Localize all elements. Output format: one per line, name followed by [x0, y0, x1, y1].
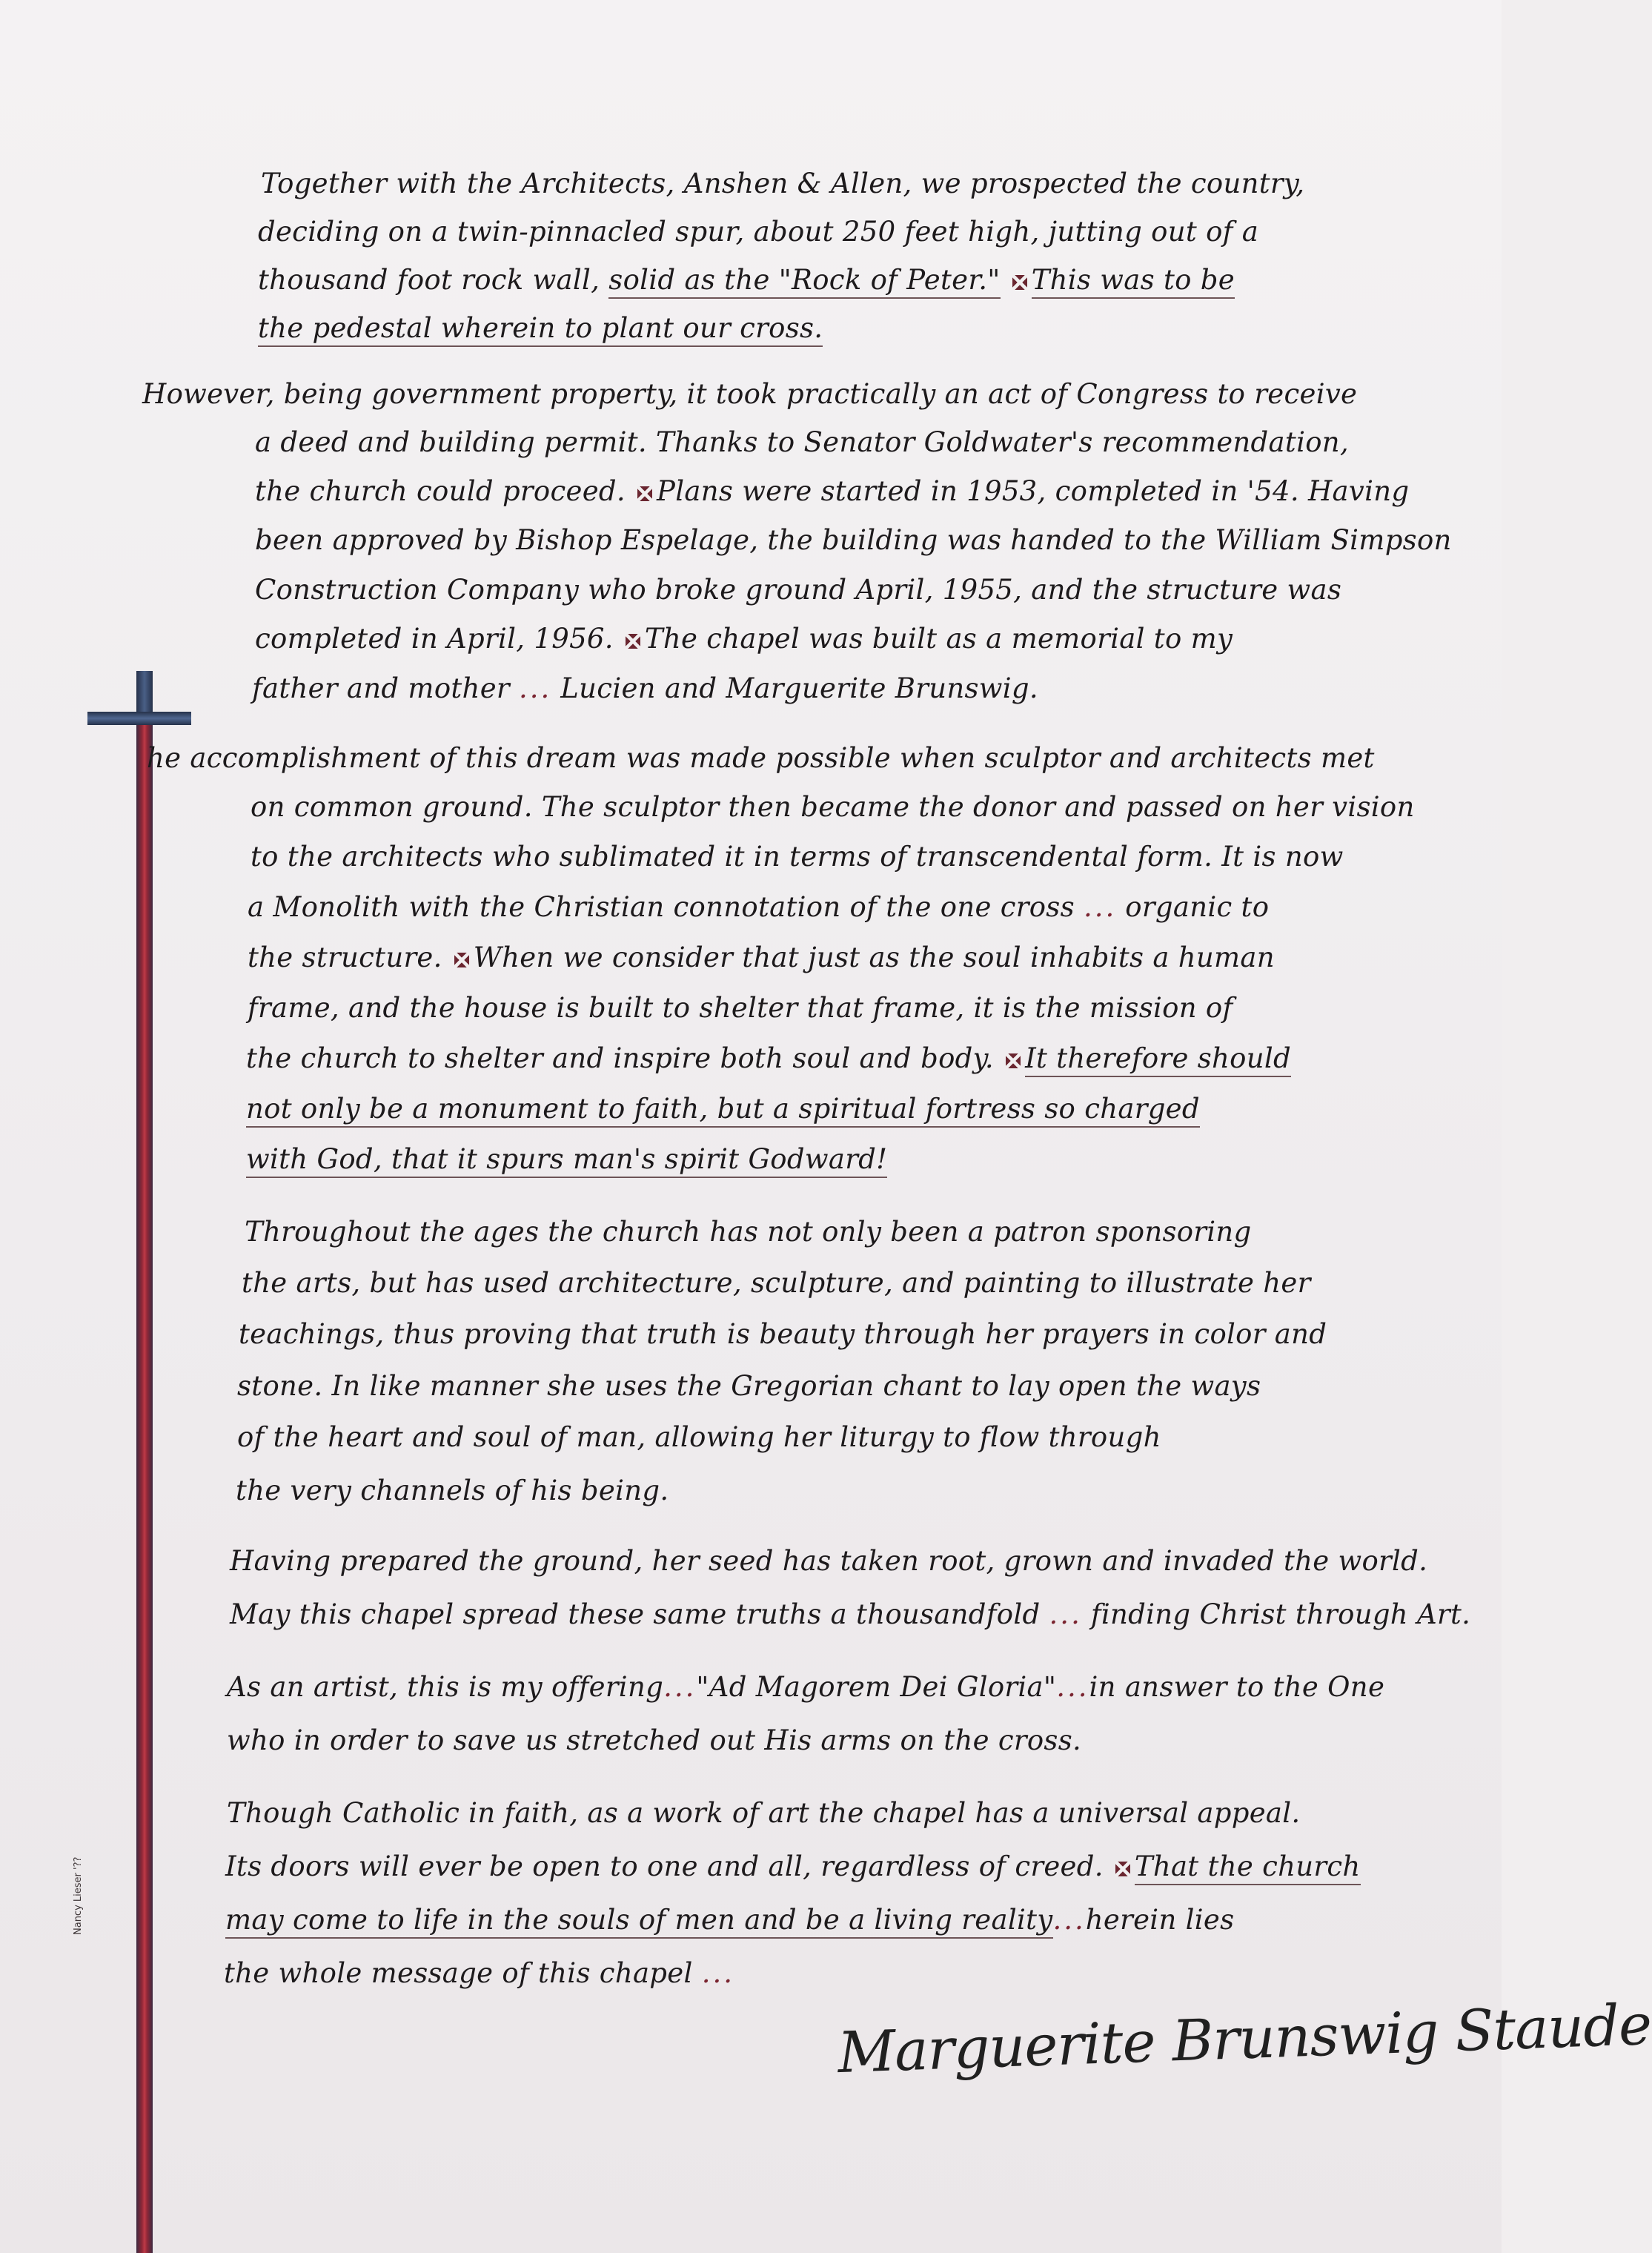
- p3-line-9: [246, 1140, 887, 1179]
- p1-line-3-b: solid as the "Rock of Peter.": [608, 264, 1000, 299]
- p3-line-7: [246, 1039, 1291, 1078]
- cross-beam-icon: [87, 712, 191, 725]
- p2-line-7-ellipsis: ...: [518, 672, 552, 704]
- p3-line-6: frame, and the house is built to shelter that frame, it is the mission of: [248, 992, 1233, 1024]
- p7-line-1: Though Catholic in faith, as a work of art the chapel has a universal appeal.: [227, 1797, 1301, 1829]
- artist-credit: Nancy Lieser '??: [73, 1856, 84, 1935]
- p2-line-6: [255, 620, 1233, 658]
- p6-line-1-ellipsis-1: ...: [663, 1671, 697, 1703]
- p2-line-3-a: the church could proceed.: [255, 475, 626, 507]
- p1-line-3-a: thousand foot rock wall,: [258, 264, 600, 296]
- p3-line-5-b: When we consider that just as the soul inhabits a human: [473, 942, 1275, 973]
- ornament-icon: [626, 634, 640, 649]
- p3-line-8-text: not only be a monument to faith, but a spiritual fortress so charged: [246, 1093, 1200, 1128]
- p1-line-3-c: This was to be: [1032, 264, 1235, 299]
- p1-line-4: [258, 309, 823, 348]
- p4-line-4: stone. In like manner she uses the Gregorian chant to lay open the ways: [237, 1370, 1261, 1402]
- p7-line-2: [225, 1847, 1361, 1886]
- p7-line-2-a: Its doors will ever be open to one and all, regardless of creed.: [225, 1850, 1104, 1882]
- p4-line-1: Throughout the ages the church has not only been a patron sponsoring: [245, 1216, 1252, 1248]
- ornament-icon: [454, 953, 469, 967]
- ornament-icon: [637, 486, 652, 501]
- p2-line-2: a deed and building permit. Thanks to Senator Goldwater's recommendation,: [255, 426, 1349, 458]
- p2-line-7-a: father and mother: [252, 672, 510, 704]
- p3-line-1: he accomplishment of this dream was made possible when sculptor and architects met: [147, 742, 1375, 774]
- p3-line-9-text: with God, that it spurs man's spirit Godward!: [246, 1143, 887, 1178]
- p5-line-2-ellipsis: ...: [1049, 1598, 1082, 1630]
- p7-line-3-ellipsis: ...: [1052, 1904, 1086, 1936]
- p3-line-4: [248, 888, 1269, 927]
- p1-line-4-text: the pedestal wherein to plant our cross.: [258, 312, 823, 347]
- p2-line-6-a: completed in April, 1956.: [255, 623, 614, 655]
- p7-line-4-a: the whole message of this chapel: [224, 1957, 693, 1989]
- p6-line-1-c: "Ad Magorem Dei Gloria": [696, 1671, 1057, 1703]
- p2-line-3-b: Plans were started in 1953, completed in '54. Having: [657, 475, 1410, 507]
- p3-line-7-a: the church to shelter and inspire both soul and body.: [246, 1042, 994, 1074]
- p6-line-1-ellipsis-2: ...: [1056, 1671, 1089, 1703]
- p5-line-2: [230, 1595, 1470, 1634]
- p7-line-3: [225, 1901, 1234, 1939]
- ornament-icon: [1006, 1053, 1021, 1068]
- p3-line-8: [246, 1090, 1200, 1128]
- p6-line-2: who in order to save us stretched out His arms on the cross.: [227, 1724, 1082, 1756]
- p4-line-2: the arts, but has used architecture, sculpture, and painting to illustrate her: [242, 1267, 1311, 1299]
- signature: Marguerite Brunswig Staude: [836, 1991, 1652, 2086]
- p3-line-5-a: the structure.: [248, 942, 442, 973]
- p2-line-1: However, being government property, it took practically an act of Congress to receive: [142, 378, 1358, 410]
- p3-line-4-c: organic to: [1125, 891, 1270, 923]
- p6-line-1-e: in answer to the One: [1089, 1671, 1385, 1703]
- ornament-icon: [1115, 1862, 1130, 1876]
- p6-line-1: [227, 1668, 1384, 1707]
- p7-line-4-ellipsis: ...: [701, 1957, 734, 1989]
- p4-line-3: teachings, thus proving that truth is beauty through her prayers in color and: [239, 1318, 1327, 1350]
- p5-line-1: Having prepared the ground, her seed has taken root, grown and invaded the world.: [230, 1545, 1428, 1577]
- p3-line-3: to the architects who sublimated it in terms of transcendental form. It is now: [251, 841, 1344, 873]
- p5-line-2-a: May this chapel spread these same truths a thousandfold: [230, 1598, 1041, 1630]
- p3-line-2: on common ground. The sculptor then became the donor and passed on her vision: [251, 791, 1415, 823]
- p2-line-5: Construction Company who broke ground April, 1955, and the structure was: [255, 574, 1342, 606]
- p7-line-2-b: That the church: [1135, 1850, 1361, 1885]
- p7-line-4: [224, 1954, 734, 1993]
- cross-stem-icon: [136, 725, 153, 2253]
- p4-line-6: the very channels of his being.: [236, 1475, 669, 1506]
- p1-line-3: [258, 261, 1235, 300]
- ornament-icon: [1012, 275, 1027, 290]
- p7-line-3-c: herein lies: [1085, 1904, 1235, 1936]
- p1-line-2: deciding on a twin-pinnacled spur, about 250 feet high, jutting out of a: [258, 216, 1259, 248]
- p3-line-4-ellipsis: ...: [1083, 891, 1117, 923]
- p5-line-2-c: finding Christ through Art.: [1090, 1598, 1471, 1630]
- p2-line-6-b: The chapel was built as a memorial to my: [644, 623, 1233, 655]
- p3-line-7-b: It therefore should: [1025, 1042, 1291, 1077]
- p7-line-3-a: may come to life in the souls of men and be a living reality: [225, 1904, 1053, 1939]
- p2-line-7-c: Lucien and Marguerite Brunswig.: [560, 672, 1038, 704]
- p2-line-3: [255, 472, 1409, 511]
- p3-line-4-a: a Monolith with the Christian connotation of the one cross: [248, 891, 1075, 923]
- p3-line-5: [248, 939, 1275, 977]
- p4-line-5: of the heart and soul of man, allowing her liturgy to flow through: [237, 1421, 1161, 1453]
- p6-line-1-a: As an artist, this is my offering: [227, 1671, 664, 1703]
- p2-line-7: [252, 669, 1038, 708]
- p1-line-1: Together with the Architects, Anshen & Allen, we prospected the country,: [261, 168, 1305, 199]
- p2-line-4: been approved by Bishop Espelage, the building was handed to the William Simpson: [255, 524, 1452, 556]
